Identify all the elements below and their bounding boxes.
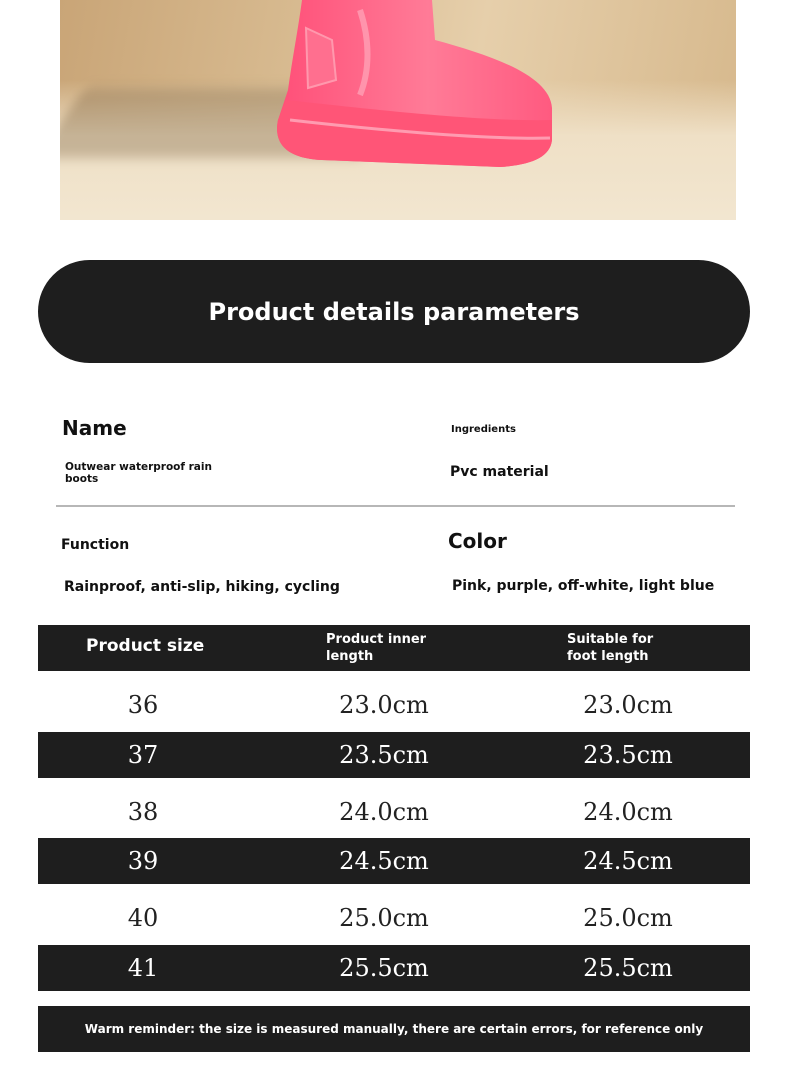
pink-rain-boot-image: [60, 0, 736, 220]
table-row: [38, 732, 750, 778]
product-photo: [60, 0, 736, 220]
color-label: Color: [448, 529, 507, 553]
table-row: [38, 838, 750, 884]
size-cell: 41: [127, 954, 159, 982]
inner-length-cell: 23.5cm: [339, 741, 429, 769]
ingredients-value: Pvc material: [450, 464, 549, 480]
foot-length-cell: 25.0cm: [583, 904, 673, 932]
reminder-text: Warm reminder: the size is measured manually, there are certain errors, for reference only: [84, 1022, 704, 1036]
size-cell: 40: [127, 904, 159, 932]
foot-length-cell: 23.5cm: [583, 741, 673, 769]
size-cell: 36: [127, 691, 159, 719]
size-cell: 39: [127, 847, 159, 875]
header-inner-length: Product inner length: [326, 632, 427, 664]
inner-length-cell: 24.5cm: [339, 847, 429, 875]
foot-length-cell: 23.0cm: [583, 691, 673, 719]
header-foot-length: Suitable for foot length: [567, 632, 654, 664]
name-label: Name: [62, 416, 127, 440]
inner-length-cell: 25.5cm: [339, 954, 429, 982]
banner-title: Product details parameters: [208, 297, 580, 326]
inner-length-cell: 25.0cm: [339, 904, 429, 932]
table-row: [38, 891, 750, 945]
foot-length-cell: 25.5cm: [583, 954, 673, 982]
inner-length-cell: 24.0cm: [339, 797, 429, 826]
name-value: Outwear waterproof rain boots: [65, 461, 212, 485]
size-cell: 37: [127, 741, 159, 769]
details-banner: [38, 260, 750, 363]
inner-length-cell: 23.0cm: [339, 691, 429, 719]
foot-length-cell: 24.5cm: [583, 847, 673, 875]
color-value: Pink, purple, off-white, light blue: [452, 578, 715, 594]
function-label: Function: [61, 537, 130, 553]
table-row: [38, 945, 750, 991]
table-row: [38, 785, 750, 838]
size-cell: 38: [127, 797, 159, 826]
ingredients-label: Ingredients: [451, 424, 516, 435]
size-table-header: [38, 625, 750, 671]
foot-length-cell: 24.0cm: [583, 797, 673, 826]
table-row: [38, 678, 750, 732]
params-divider: [56, 505, 735, 507]
header-product-size: Product size: [86, 636, 205, 656]
warm-reminder: [38, 1006, 750, 1052]
function-value: Rainproof, anti-slip, hiking, cycling: [64, 579, 340, 595]
